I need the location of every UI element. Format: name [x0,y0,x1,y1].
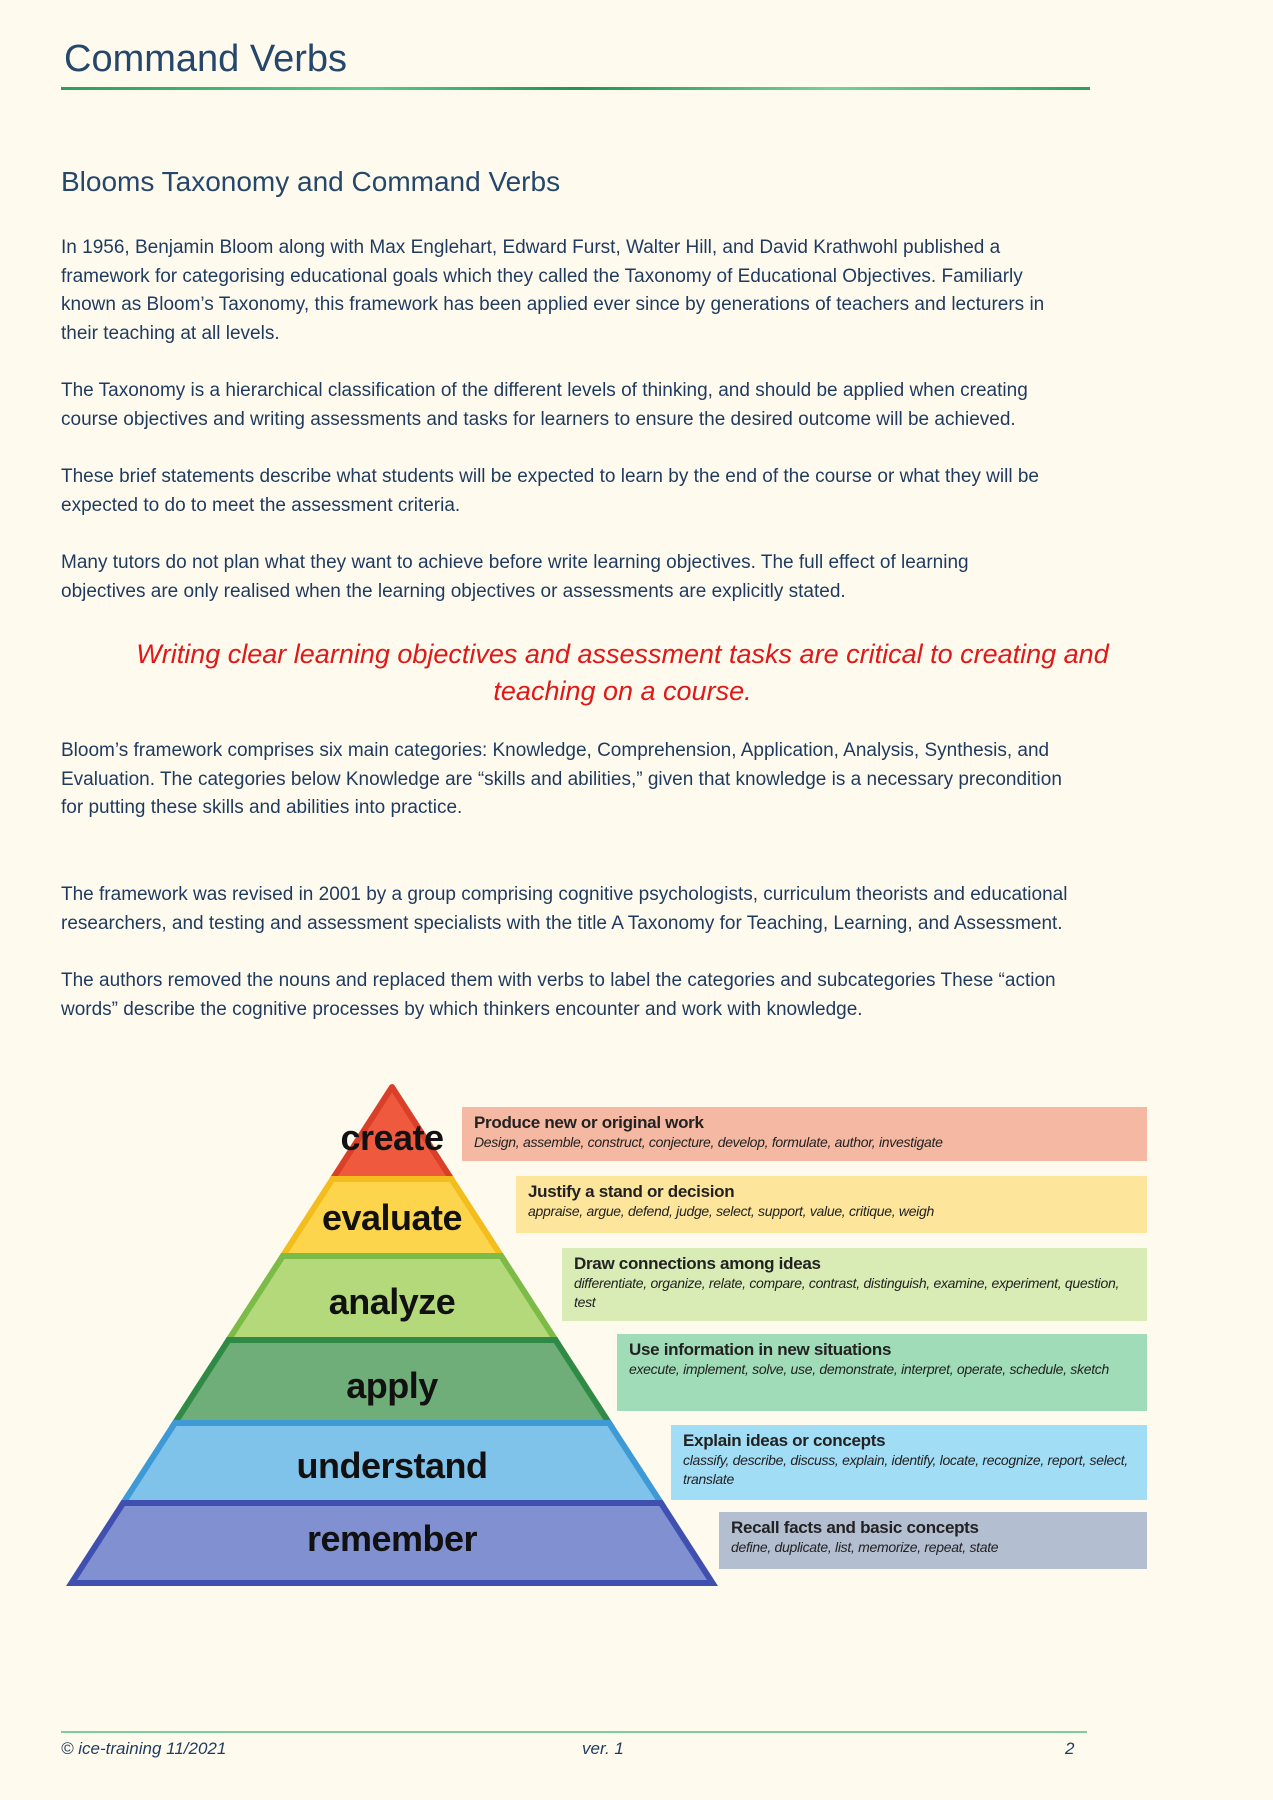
quote-line: Writing clear learning objectives and assessment tasks are critical to creating and [136,639,1109,669]
level-label-remember: remember [306,1518,478,1559]
text-line: known as Bloom’s Taxonomy, this framework has been applied ever since by generations of teachers and lecturers in [61,294,1045,316]
blooms-pyramid-figure [60,1080,1160,1600]
paragraph-framework [61,737,1062,823]
footer-copyright: © ice-training 11/2021 [61,1739,227,1758]
page-number: 2 [1065,1739,1075,1758]
text-line: words” describe the cognitive processes by which thinkers encounter and work with knowledge. [61,998,863,1020]
level-label-apply: apply [346,1365,438,1406]
box-verbs: Design, assemble, construct, conjecture, develop, formulate, author, investigate [474,1134,943,1150]
level-label-evaluate: evaluate [321,1197,463,1238]
description-box-analyze [562,1248,1147,1321]
quote-line: teaching on a course. [493,676,752,706]
box-verbs: execute, implement, solve, use, demonstrate, interpret, operate, schedule, sketch [629,1361,1109,1377]
text-line: their teaching at all levels. [61,323,280,345]
box-verbs: define, duplicate, list, memorize, repeat, state [731,1539,999,1555]
box-heading: Justify a stand or decision [528,1182,735,1201]
page-title: Command Verbs [64,38,348,80]
text-line: The authors removed the nouns and replaced them with verbs to label the categories and subcategories These “action [61,970,1056,991]
text-line: expected to do to meet the assessment criteria. [61,494,461,516]
level-label-analyze: analyze [328,1281,456,1322]
text-line: for putting these skills and abilities into practice. [61,797,463,819]
box-heading: Produce new or original work [474,1113,704,1132]
text-line: Bloom’s framework comprises six main categories: Knowledge, Comprehension, Application, Analysis, Synthesis, and [61,740,1050,761]
paragraph-revision [61,881,1067,938]
text-line: course objectives and writing assessments and tasks for learners to ensure the desired outcome will be achieved. [61,408,1016,430]
text-line: The framework was revised in 2001 by a group comprising cognitive psychologists, curriculum theorists and educational [61,884,1068,905]
box-verbs: classify, describe, discuss, explain, identify, locate, recognize, report, select, translate [683,1452,1128,1487]
footer-divider [61,1731,1087,1733]
text-line: These brief statements describe what students will be expected to learn by the end of the course or what they will be [61,466,1039,487]
footer-version: ver. 1 [582,1739,624,1758]
highlight-quote [0,636,1245,710]
text-line: Evaluation. The categories below Knowledge are “skills and abilities,” given that knowledge is a necessary precondition [61,768,1062,790]
paragraph-intro [61,234,1044,349]
paragraph-action-words [61,967,1056,1024]
description-box-apply [617,1334,1147,1411]
text-line: In 1956, Benjamin Bloom along with Max Englehart, Edward Furst, Walter Hill, and David Krathwohl published a [61,237,1001,258]
title-divider [61,87,1090,90]
description-box-create [462,1107,1147,1161]
description-box-evaluate [516,1176,1147,1233]
text-line: objectives are only realised when the learning objectives or assessments are explicitly stated. [61,580,846,602]
description-box-understand [671,1425,1147,1500]
box-verbs: appraise, argue, defend, judge, select, support, value, critique, weigh [528,1203,934,1219]
box-heading: Draw connections among ideas [574,1254,821,1273]
text-line: framework for categorising educational goals which they called the Taxonomy of Educational Objectives. Familiarly [61,265,1023,287]
box-heading: Recall facts and basic concepts [731,1518,979,1537]
paragraph-statements [61,463,1039,520]
box-heading: Use information in new situations [629,1340,892,1359]
box-verbs: differentiate, organize, relate, compare, contrast, distinguish, examine, experiment, question, test [574,1275,1120,1310]
paragraph-tutors [61,549,969,606]
description-box-remember [719,1512,1147,1569]
level-label-create: create [340,1117,444,1158]
text-line: researchers, and testing and assessment specialists with the title A Taxonomy for Teaching, Learning, and Assessment. [61,912,1063,934]
paragraph-taxonomy [61,377,1028,434]
box-heading: Explain ideas or concepts [683,1431,886,1450]
text-line: Many tutors do not plan what they want to achieve before write learning objectives. The full effect of learning [61,552,969,573]
text-line: The Taxonomy is a hierarchical classification of the different levels of thinking, and should be applied when creating [61,380,1028,401]
section-title: Blooms Taxonomy and Command Verbs [61,166,561,197]
level-label-understand: understand [296,1445,488,1486]
